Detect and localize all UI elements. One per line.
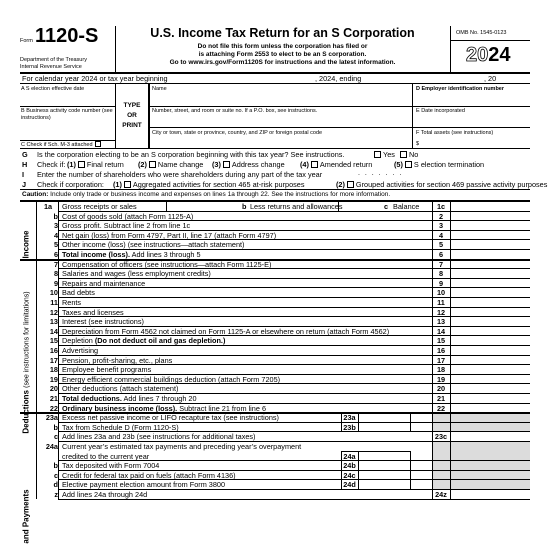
line-9-text: Repairs and maintenance: [62, 278, 146, 288]
shaded-cell: [433, 471, 530, 480]
line-13-amount[interactable]: [452, 316, 528, 325]
line-15-amount[interactable]: [452, 335, 528, 344]
rule: [410, 422, 411, 432]
rule: [358, 460, 359, 470]
line-6-box-label: 6: [438, 250, 444, 259]
line-24c-amount[interactable]: [360, 470, 408, 479]
line-23a-box-label: 23a: [343, 413, 356, 423]
rule: [20, 412, 530, 414]
calendar-20-text: , 20: [484, 74, 497, 83]
line-17-number: 17: [49, 355, 58, 365]
line-20-amount[interactable]: [452, 383, 528, 392]
caution-word: Caution:: [22, 191, 49, 198]
dollar-sign: $: [416, 141, 420, 147]
instruction-line-1: Do not file this form unless the corporation has filed or: [197, 43, 368, 50]
shaded-cell: [433, 442, 530, 460]
line-21-box-label: 21: [436, 394, 446, 403]
line-1c-amount[interactable]: [452, 201, 528, 210]
rule: [432, 201, 433, 499]
line-5-amount[interactable]: [452, 239, 528, 248]
irs-label: Internal Revenue Service: [20, 64, 82, 70]
line-24d-label: Elective payment election amount from Form 3800: [62, 480, 226, 490]
line-3-text: Gross profit. Subtract line 2 from line 1c: [62, 221, 191, 231]
line-20-number: 20: [49, 384, 58, 394]
line-23b-number: b: [53, 422, 58, 432]
line-15-box-label: 15: [436, 336, 446, 346]
line-1a-field[interactable]: [168, 201, 240, 210]
line-24b-box-label: 24b: [343, 461, 356, 471]
line-24b-label: Tax deposited with Form 7004: [62, 461, 160, 471]
line-23b-label: Tax from Schedule D (Form 1120-S): [62, 422, 179, 432]
line-23a-number: 23a: [45, 413, 58, 423]
h-amended-return-label: Amended return: [319, 160, 373, 169]
h-amended-return-checkbox[interactable]: [311, 161, 318, 168]
box-d-label: D Employer identification number: [416, 86, 505, 92]
line-10-text: Bad debts: [62, 288, 95, 298]
rule: [36, 201, 37, 499]
line-1b-label: Less returns and allowances: [250, 202, 343, 211]
deductions-sub: (see instructions for limitations): [23, 291, 31, 388]
line-23b-amount[interactable]: [360, 422, 408, 431]
line-17-box-label: 17: [436, 355, 446, 365]
city-field[interactable]: [152, 136, 410, 147]
g-yes-label: Yes: [383, 150, 395, 159]
tax-year-suffix: 24: [488, 44, 511, 66]
line-24z-number: z: [54, 490, 58, 499]
name-label: Name: [152, 86, 167, 92]
h-s-election-termination-label: S election termination: [413, 160, 485, 169]
line-24a-label-cont: credited to the current year: [62, 451, 150, 461]
line-14-box-label: 14: [436, 326, 446, 336]
line-11-text: Rents: [62, 298, 82, 307]
caution-note: [22, 191, 390, 198]
box-b-label: B Business activity code number (see instructions): [21, 108, 113, 121]
deductions-section-label: [22, 282, 31, 444]
line-12-number: 12: [49, 307, 58, 317]
j-grouped-label: Grouped activities for section 469 passive activity purposes: [355, 180, 548, 189]
line-24c-box-label: 24c: [343, 470, 356, 480]
line-11-amount[interactable]: [452, 297, 528, 306]
rule: [410, 460, 411, 470]
line-16-amount[interactable]: [452, 345, 528, 354]
line-9-number: 9: [53, 278, 58, 288]
line-5-number: 5: [53, 240, 58, 250]
line-24c-label: Credit for federal tax paid on fuels (attach Form 4136): [62, 470, 236, 480]
type-label: TYPE: [123, 102, 141, 109]
box-c-label: [21, 141, 103, 148]
line-22-amount[interactable]: [452, 403, 528, 412]
line-24a-label: Current year’s estimated tax payments and preceding year’s overpayment: [62, 442, 302, 451]
sch-m3-checkbox[interactable]: [95, 141, 101, 147]
form-number: 1120-S: [35, 25, 99, 47]
line-12-box-label: 12: [436, 307, 446, 317]
line-17-text: Pension, profit-sharing, etc., plans: [62, 355, 173, 365]
line-18-number: 18: [49, 365, 58, 375]
shareholder-count-field[interactable]: [420, 170, 528, 179]
line-13-text: Interest (see instructions): [62, 317, 144, 327]
print-label: PRINT: [122, 122, 142, 129]
line-14-number: 14: [49, 326, 58, 336]
income-section-label: Income: [21, 230, 31, 259]
line-5-box-label: 5: [438, 240, 444, 250]
calendar-year-text: For calendar year 2024 or tax year beginning: [22, 74, 168, 83]
j-check-label: Check if corporation:: [37, 180, 104, 189]
shaded-cell: [433, 413, 530, 422]
i-letter: I: [22, 170, 25, 179]
line-16-text: Advertising: [62, 346, 99, 355]
line-23b-box-label: 23b: [343, 422, 356, 432]
name-field[interactable]: [152, 92, 410, 105]
type-or-print: [116, 101, 148, 131]
line-24d-number: d: [53, 480, 58, 490]
line-15-number: 15: [49, 336, 58, 346]
line-23c-box-label: 23c: [434, 432, 448, 442]
line-22-box-label: 22: [436, 403, 446, 413]
line-21-amount[interactable]: [452, 393, 528, 402]
rule: [341, 422, 342, 432]
line-13-number: 13: [49, 317, 58, 327]
line-18-text: Employee benefit programs: [62, 365, 152, 375]
line-24b-amount[interactable]: [360, 460, 408, 469]
line-21-text: Total deductions.: [62, 394, 122, 403]
line-24c-number: c: [53, 470, 58, 480]
department-label: Department of the Treasury: [20, 57, 87, 63]
line-4-amount[interactable]: [452, 230, 528, 239]
shaded-cell: [433, 480, 530, 489]
box-c-text: C Check if Sch. M-3 attached: [21, 142, 93, 148]
line-7-amount[interactable]: [452, 259, 528, 268]
h-name-change-label: Name change: [157, 160, 204, 169]
line-24z-box-label: 24z: [435, 490, 447, 499]
line-9-box-label: 9: [438, 278, 444, 288]
line-2-box-label: 2: [438, 211, 444, 221]
h-final-return-label: Final return: [86, 160, 124, 169]
line-11-number: 11: [50, 298, 58, 307]
line-21-number: 21: [49, 394, 58, 403]
line-4-number: 4: [53, 230, 58, 240]
g-letter: G: [22, 150, 28, 159]
line-22-text: Ordinary business income (loss).: [62, 403, 178, 413]
line-23c-amount[interactable]: [452, 431, 528, 440]
line-1a-label: Gross receipts or sales: [62, 202, 137, 211]
rule: [166, 201, 167, 211]
line-19-box-label: 19: [436, 374, 446, 384]
line-13-box-label: 13: [436, 317, 446, 327]
line-24z-amount[interactable]: [452, 489, 528, 498]
line-8-amount[interactable]: [452, 268, 528, 277]
line-16-box-label: 16: [436, 346, 446, 355]
h-address-change-label: Address change: [231, 160, 285, 169]
line-12-amount[interactable]: [452, 307, 528, 316]
line-24a-amount[interactable]: [360, 451, 408, 460]
j-aggregated-label: Aggregated activities for section 465 at-risk purposes: [132, 180, 305, 189]
line-2-number: b: [53, 211, 58, 221]
rule: [338, 201, 339, 211]
box-e-label: E Date incorporated: [416, 108, 465, 114]
h-address-change-checkbox[interactable]: [223, 161, 230, 168]
or-label: OR: [127, 112, 137, 119]
line-24b-number: b: [53, 461, 58, 471]
street-field[interactable]: [152, 114, 410, 126]
line-8-number: 8: [53, 269, 58, 279]
h-letter: H: [22, 160, 28, 169]
h-final-return-checkbox[interactable]: [78, 161, 85, 168]
g-no-label: No: [409, 150, 419, 159]
line-24a-number: 24a: [45, 442, 58, 451]
line-20-box-label: 20: [436, 384, 446, 394]
tax-year: [466, 44, 511, 67]
instruction-line-2: is attaching Form 2553 to elect to be an S corporation.: [198, 51, 367, 58]
j-grouped-checkbox[interactable]: [347, 181, 354, 188]
rule: [358, 422, 359, 432]
rule: [450, 201, 451, 499]
calendar-ending-text: , 2024, ending: [315, 74, 362, 83]
rule: [341, 470, 342, 480]
j-letter: J: [22, 180, 27, 189]
line-6-text-cont: Add lines 3 through 5: [129, 250, 201, 259]
shaded-cell: [433, 461, 530, 470]
line-17-amount[interactable]: [452, 355, 528, 364]
g-no-checkbox[interactable]: [400, 151, 407, 158]
rule: [58, 201, 59, 499]
g-yes-option[interactable]: [372, 150, 395, 159]
rule: [341, 460, 342, 470]
deductions-word: Deductions: [21, 390, 31, 434]
h-s-election-termination[interactable]: (5) S election termination: [394, 160, 485, 169]
h-check-label: Check if:: [37, 160, 66, 169]
j-aggregated-checkbox[interactable]: [124, 181, 131, 188]
tax-year-prefix: 20: [466, 44, 489, 66]
line-4-box-label: 4: [438, 230, 444, 240]
line-6-number: 6: [53, 250, 58, 259]
tax-payments-section-label: and Payments: [21, 489, 31, 544]
rule: [410, 470, 411, 480]
j-grouped[interactable]: (2) Grouped activities for section 469 passive activity purposes: [336, 180, 548, 189]
line-10-number: 10: [49, 288, 58, 298]
line-6-text: Total income (loss).: [62, 250, 130, 259]
street-label: Number, street, and room or suite no. If a P.O. box, see instructions.: [152, 108, 318, 114]
line-18-box-label: 18: [436, 365, 446, 375]
form-word: Form: [20, 38, 33, 44]
h-final-return[interactable]: (1) Final return: [67, 160, 124, 169]
shaded-cell: [433, 423, 530, 432]
line-18-amount[interactable]: [452, 364, 528, 373]
question-g: Is the corporation electing to be an S corporation beginning with this tax year? See instructions.: [37, 150, 345, 159]
line-14-amount[interactable]: [452, 326, 528, 335]
line-1a-number: 1a: [44, 202, 53, 211]
h-amended-return[interactable]: (4) Amended return: [300, 160, 373, 169]
rule: [58, 499, 530, 500]
line-23c-label: Add lines 23a and 23b (see instructions for additional taxes): [62, 432, 256, 442]
line-1c-number: c: [384, 202, 389, 211]
line-8-box-label: 8: [438, 269, 444, 279]
h-s-election-termination-checkbox[interactable]: [405, 161, 412, 168]
question-i: Enter the number of shareholders who were shareholders during any part of the tax year: [37, 170, 323, 179]
line-22-text-cont: Subtract line 21 from line 6: [177, 403, 266, 413]
rule: [358, 451, 359, 461]
line-19-text: Energy efficient commercial buildings deduction (attach Form 7205): [62, 374, 281, 384]
rule: [410, 479, 411, 489]
line-3-box-label: 3: [438, 221, 444, 231]
line-5-text: Other income (loss) (see instructions—attach statement): [62, 240, 245, 250]
line-24d-box-label: 24d: [343, 480, 356, 490]
line-16-number: 16: [49, 346, 58, 355]
line-22-number: 22: [49, 403, 58, 413]
line-11-box-label: 11: [437, 298, 445, 307]
rule: [341, 451, 410, 452]
j-aggregated[interactable]: (1) Aggregated activities for section 465 at-risk purposes: [113, 180, 305, 189]
line-7-box-label: 7: [438, 259, 444, 269]
rule: [341, 479, 342, 489]
line-8-text: Salaries and wages (less employment credits): [62, 269, 211, 279]
line-15-text: Depletion: [62, 336, 95, 346]
rule: [410, 451, 411, 461]
line-2-amount[interactable]: [452, 211, 528, 220]
g-yes-checkbox[interactable]: [374, 151, 381, 158]
rule: [341, 451, 342, 461]
line-3-number: 3: [53, 221, 58, 231]
city-label: City or town, state or province, country, and ZIP or foreign postal code: [152, 130, 323, 136]
line-12-text: Taxes and licenses: [62, 307, 124, 317]
line-10-amount[interactable]: [452, 287, 528, 296]
line-19-amount[interactable]: [452, 374, 528, 383]
line-1b-field[interactable]: [340, 201, 382, 210]
line-7-number: 7: [53, 259, 58, 269]
line-7-text: Compensation of officers (see instructions—attach Form 1125-E): [62, 259, 272, 269]
line-24d-amount[interactable]: [360, 479, 408, 488]
line-10-box-label: 10: [436, 288, 446, 298]
line-6-amount[interactable]: [452, 249, 528, 258]
line-21-text-cont: Add lines 7 through 20: [121, 394, 197, 403]
line-9-amount[interactable]: [452, 278, 528, 287]
line-1c-box-label: 1c: [436, 202, 446, 211]
rule: [358, 479, 359, 489]
box-a-label: A S election effective date: [21, 86, 85, 92]
line-15-text-cont: (Do not deduct oil and gas depletion.): [94, 336, 226, 346]
line-4-text: Net gain (loss) from Form 4797, Part II, line 17 (attach Form 4797): [62, 230, 277, 240]
line-3-amount[interactable]: [452, 220, 528, 229]
g-no-option[interactable]: [398, 150, 418, 159]
line-14-text: Depreciation from Form 4562 not claimed on Form 1125-A or elsewhere on return (attach Form 4562): [62, 326, 390, 336]
omb-number: OMB No. 1545-0123: [456, 30, 507, 36]
line-1c-label: Balance: [393, 202, 420, 211]
line-23a-label: Excess net passive income or LIFO recapture tax (see instructions): [62, 413, 279, 423]
h-name-change[interactable]: (2) Name change: [138, 160, 204, 169]
line-19-number: 19: [49, 374, 58, 384]
instruction-line-3: Go to www.irs.gov/Form1120S for instructions and the latest information.: [169, 59, 396, 66]
caution-text: Include only trade or business income and expenses on lines 1a through 22. See the instructions for more information.: [50, 191, 391, 198]
line-20-text: Other deductions (attach statement): [62, 384, 179, 394]
line-2-text: Cost of goods sold (attach Form 1125-A): [62, 211, 194, 221]
line-23c-number: c: [53, 432, 58, 442]
rule: [358, 470, 359, 480]
line-24a-box-label: 24a: [343, 451, 356, 461]
box-f-label: F Total assets (see instructions): [416, 130, 494, 136]
line-1b-number: b: [242, 202, 247, 211]
line-24z-label: Add lines 24a through 24d: [62, 490, 148, 499]
h-name-change-checkbox[interactable]: [149, 161, 156, 168]
form-title: U.S. Income Tax Return for an S Corporation: [150, 26, 415, 40]
h-address-change[interactable]: (3) Address change: [212, 160, 285, 169]
